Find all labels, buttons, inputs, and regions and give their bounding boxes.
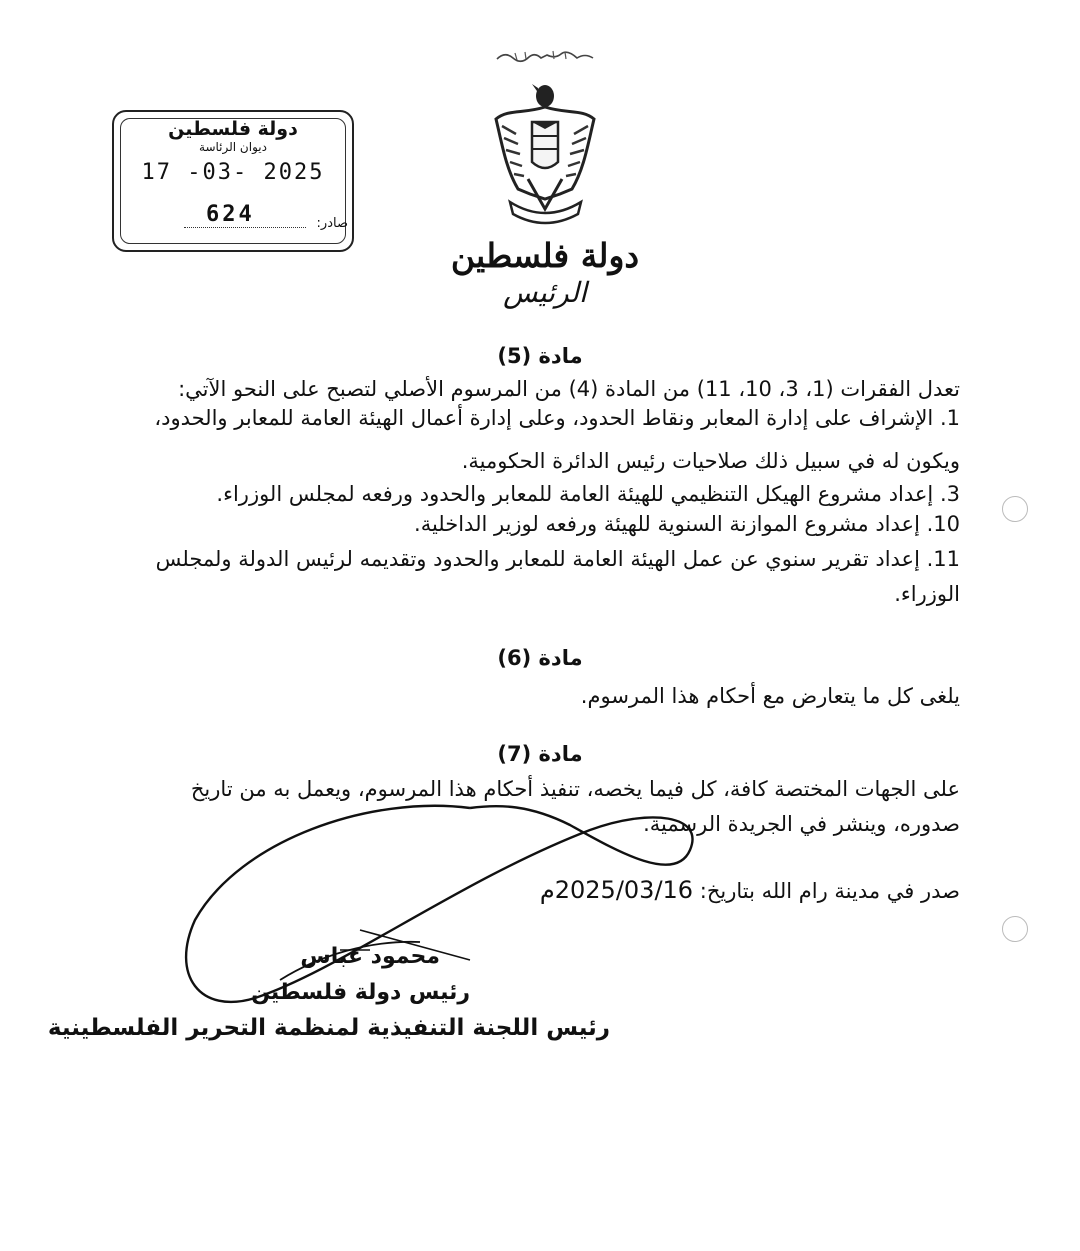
stamp-org: دولة فلسطين [168,118,298,140]
eagle-emblem-icon [488,74,603,234]
basmala-calligraphy [495,48,595,62]
letterhead-state-name: دولة فلسطين [450,236,640,275]
article-5-item-3: 3. إعداد مشروع الهيكل التنظيمي للهيئة العامة للمعابر والحدود ورفعه لمجلس الوزراء. [216,482,960,506]
article-5-item-10: 10. إعداد مشروع الموازنة السنوية للهيئة ورفعه لوزير الداخلية. [414,512,960,536]
article-7-line-2: صدوره، وينشر في الجريدة الرسمية. [643,812,960,836]
stamp-number-line [184,227,306,228]
signatory-name: محمود عباس [300,944,440,969]
handwritten-signature [170,770,710,1040]
issuance-text: صدر في مدينة رام الله بتاريخ: [699,879,960,903]
article-6-text: يلغى كل ما يتعارض مع أحكام هذا المرسوم. [580,684,960,708]
article-5-intro: تعدل الفقرات (1، 3، 10، 11) من المادة (4) من المرسوم الأصلي لتصبح على النحو الآتي: [178,377,960,401]
punch-hole-mark [1002,916,1028,942]
article-5-item-1-line-1: 1. الإشراف على إدارة المعابر ونقاط الحدود، وعلى إدارة أعمال الهيئة العامة للمعابر والحدود، [154,406,960,430]
stamp-number: 624 [206,202,255,227]
article-5-item-1-line-2: ويكون له في سبيل ذلك صلاحيات رئيس الدائرة الحكومية. [461,449,960,473]
letterhead-president-title: الرئيس [503,276,587,309]
article-6-heading: مادة (6) [497,646,583,670]
stamp-date: 17 -03- 2025 [141,160,325,185]
signatory-title-1: رئيس دولة فلسطين [251,980,470,1005]
issuance-date: 2025/03/16م [539,876,694,904]
article-5-item-11-line-1: 11. إعداد تقرير سنوي عن عمل الهيئة العامة للمعابر والحدود وتقديمه لرئيس الدولة ولمجلس [155,547,960,571]
punch-hole-mark [1002,496,1028,522]
stamp-issued-label: صادر: [316,216,348,231]
article-5-heading: مادة (5) [497,344,583,368]
stamp-office: ديوان الرئاسة [199,140,267,154]
article-5-item-11-line-2: الوزراء. [894,582,960,606]
article-7-heading: مادة (7) [497,742,583,766]
registry-stamp [112,110,354,252]
signatory-title-2: رئيس اللجنة التنفيذية لمنظمة التحرير الفلسطينية [47,1015,610,1041]
article-7-line-1: على الجهات المختصة كافة، كل فيما يخصه، تنفيذ أحكام هذا المرسوم، ويعمل به من تاريخ [190,777,960,801]
